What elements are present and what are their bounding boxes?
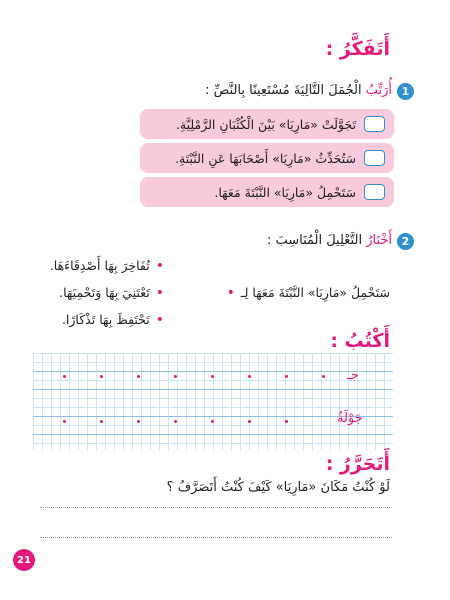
answer-line[interactable] — [40, 507, 392, 508]
exercise2-instruction — [267, 233, 392, 248]
choice-text: تُفَاخِرَ بِهَا أَصْدِقَاءَهَا. — [49, 258, 150, 273]
order-item-text: تَجَوَّلَتْ «مَارِيَا» بَيْنَ الْكُثْبَانِ الرَّمْلِيَّةِ. — [175, 116, 356, 132]
order-item-text: سَتَحْمِلُ «مَارِيَا» النَّبْتَةَ مَعَهَا. — [214, 184, 356, 200]
exercise-number-badge: 1 — [397, 83, 414, 100]
instruction-verb: أُرَتِّبُ — [365, 83, 392, 98]
choice-option-1[interactable] — [50, 258, 164, 274]
section-title-write: أَكْتُبُ : — [330, 330, 390, 352]
choice-text: تَحْتَفِظَ بِهَا تَذْكَارًا. — [61, 312, 150, 327]
instruction-verb: أَخْتَارُ — [366, 233, 392, 248]
exercise1-instruction — [205, 83, 392, 98]
instruction-text: الْجُمَلَ التَّالِيَةَ مُسْتَعِينًا بِالنَّصِّ : — [205, 83, 366, 98]
free-question: لَوْ كُنْتُ مَكَانَ «مَارِيَا» كَيْفَ كُنْتُ أَتَصَرَّفُ ؟ — [166, 480, 390, 495]
order-item-3 — [140, 177, 394, 207]
order-answer-box[interactable] — [364, 116, 385, 132]
choice-option-3[interactable] — [62, 312, 164, 328]
page-number-badge: 21 — [13, 549, 35, 571]
writing-grid[interactable] — [33, 353, 393, 450]
bullet-icon: • — [226, 285, 235, 301]
instruction-text: التَّعْلِيلَ الْمُنَاسِبَ : — [266, 233, 367, 248]
bullet-icon: • — [155, 285, 164, 301]
bullet-icon: • — [155, 312, 164, 328]
exercise2-stem — [227, 285, 390, 301]
section-title-think: أَتَفَكَّرُ : — [325, 38, 390, 60]
choice-text: تَعْتَنِيَ بِهَا وَتَحْمِيَهَا. — [59, 285, 150, 300]
section-title-free: أَتَحَرَّرُ : — [325, 453, 390, 475]
order-item-text: سَتُحَدِّثُ «مَارِيَا» أَصْحَابَهَا عَنِ النَّبْتَةِ. — [175, 150, 356, 166]
choice-option-2[interactable] — [59, 285, 164, 301]
answer-line[interactable] — [40, 537, 392, 538]
exercise-number-badge: 2 — [397, 233, 414, 250]
writing-model-word: جَوْلَةٌ — [337, 411, 363, 426]
order-item-1 — [140, 109, 394, 139]
order-item-2 — [140, 143, 394, 173]
order-answer-box[interactable] — [364, 150, 385, 166]
stem-text: سَتَحْمِلُ «مَارِيَا» النَّبْتَةَ مَعَهَا لِـ — [240, 285, 390, 300]
writing-model-letter: جـ — [347, 368, 359, 383]
bullet-icon: • — [155, 258, 164, 274]
order-answer-box[interactable] — [364, 184, 385, 200]
